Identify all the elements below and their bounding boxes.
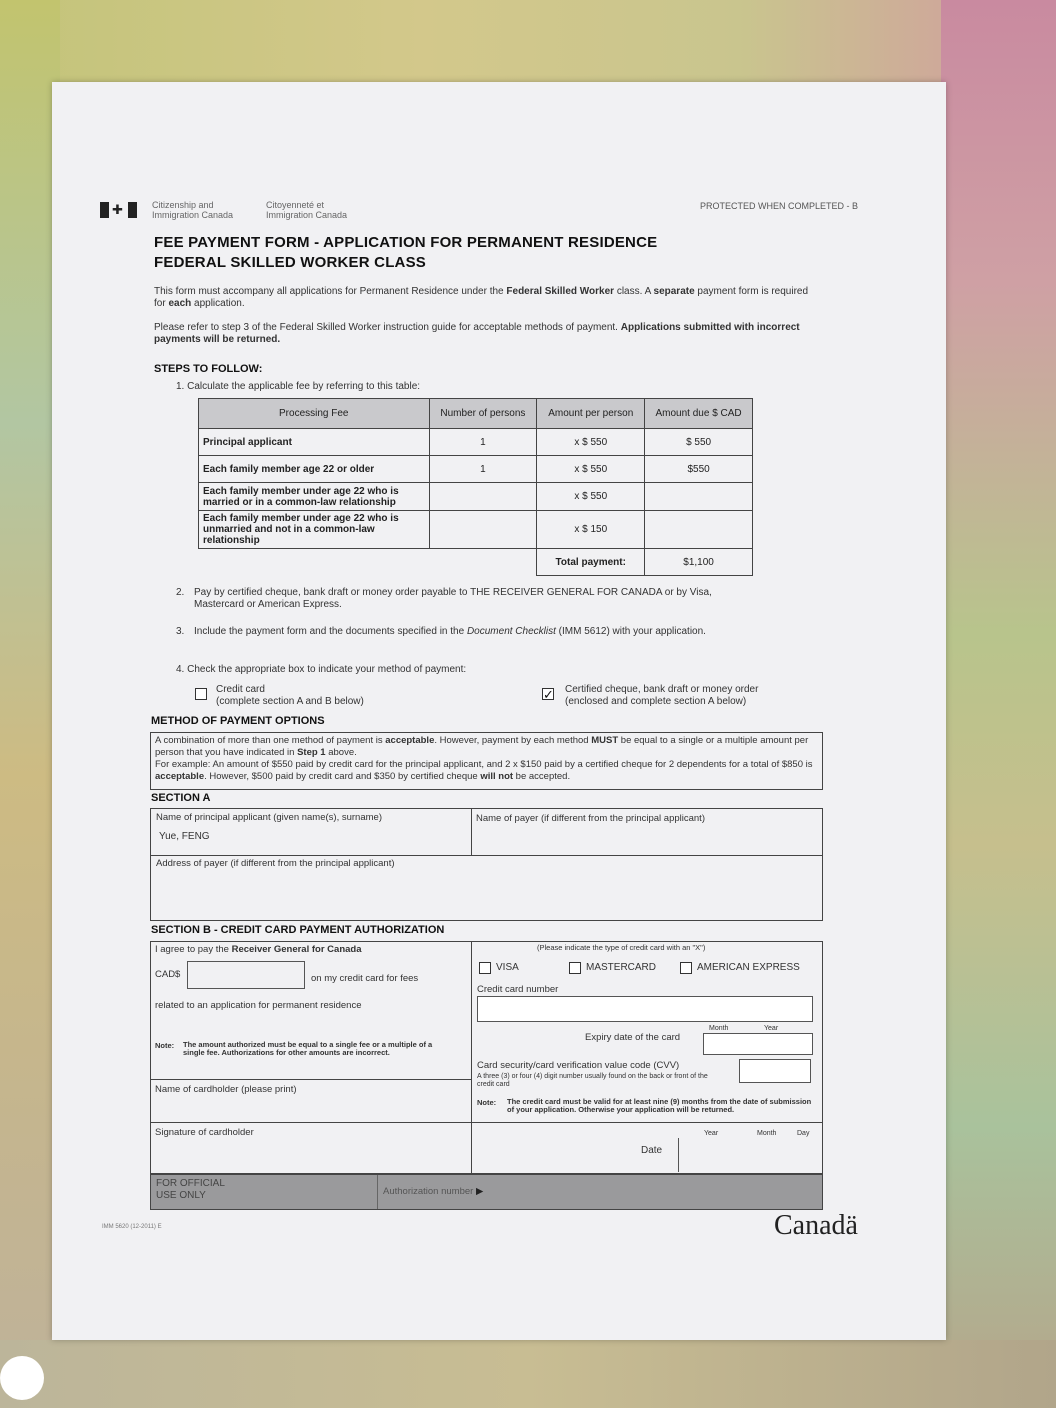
- intro-paragraph-2: Please refer to step 3 of the Federal Skilled Worker instruction guide for acceptable methods of payment. Applications submitted with incorrect payments will be returned.: [154, 322, 800, 345]
- map-background-bottom: [0, 1340, 1056, 1408]
- expiry-date-field[interactable]: [703, 1033, 813, 1055]
- section-b-box: I agree to pay the Receiver General for Canada CAD$ on my credit card for fees related to an application for permanent residence Note: The amount authorized must be equal to a single fee or a multiple of a single fee. Authorizations for other amounts are incorrect. Name of cardholder (please print) Signature of cardholder (Please indicate the type of credit card with an "X") VISA MASTERCARD AMERICAN EXPRESS Credit card number Expiry date of the card Month Year Card security/card verification value code (CVV) A three (3) or four (4) digit number usually found on the back or front of the credit card Note: The credit card must be valid for at least nine (9) months from the date of submission of your application. Otherwise your application will be returned. Date Year Month Day: [150, 941, 823, 1174]
- fee-payment-form-page: ✚ Citizenship and Immigration Canada Citoyenneté et Immigration Canada PROTECTED WHEN COMPLETED - B FEE PAYMENT FORM - APPLICATION FOR PERMANENT RESIDENCE FEDERAL SKILLED WORKER CLASS This form must accompany all applications for Permanent Residence under the Federal Skilled Worker class. A separate payment form is required for each application. Please refer to step 3 of the Federal Skilled Worker instruction guide for acceptable methods of payment. Applications submitted with incorrect payments will be returned. STEPS TO FOLLOW: 1. Calculate the applicable fee by referring to this table: Processing Fee Number of persons Amount per person Amount due $ CAD Principal applicant 1 x $ 550 $ 550 Each family member age 22 or older 1 x $ 550 $550 Each family member under age 22 who is married or in a common-law relationship x $ 550 Each family member under age 22 who is unmarried and not in a common-law relationship x $ 150 Total payment: $1,100 2. Pay by certified cheque, bank draft or money order payable to THE RECEIVER GENERAL FOR CANADA or by Visa, Mastercard or American Express. 3. Include the payment form and the documents specified in the Document Checklist (IMM 5612) with your application. 4. Check the appropriate box to indicate your method of payment: Credit card (complete section A and B below) ✓ Certified cheque, bank draft or money order (enclosed and complete section A below) METHOD OF PAYMENT OPTIONS A combination of more than one method of payment is acceptable. However, payment by each method MUST be equal to a single or a multiple amount per person that you have indicated in Step 1 above. For example: An amount of $550 paid by credit card for the principal applicant, and 2 x $150 paid by a certified cheque for 2 dependents for a total of $850 is acceptable. However, $500 paid by credit card and $350 by certified cheque will not be accepted. SECTION A Name of principal applicant (given name(s), surname) Yue, FENG Name of payer (if different from the principal applicant) Address of payer (if different from the principal applicant) SECTION B - CREDIT CARD PAYMENT AUTHORIZATION I agree to pay the Receiver General for Canada CAD$ on my credit card for fees related to an application for permanent residence Note: The amount authorized must be equal to a single fee or a multiple of a single fee. Authorizations for other amounts are incorrect. Name of cardholder (please print) Signature of cardholder (Please indicate the type of credit card with an "X") VISA MASTERCARD AMERICAN EXPRESS Credit card number Expiry date of the card Month Year Card security/card verification value code (CVV) A three (3) or four (4) digit number usually found on the back or front of the credit card Note: The credit card must be valid for at least nine (9) months from the date of submission of your application. Otherwise your application will be returned. Date Year Month Day FOR OFFICIAL USE ONLY Authorization number ▶ IMM 5620 (12-2011) E Canadä: [52, 82, 946, 1340]
- form-code: IMM 5620 (12-2011) E: [102, 1224, 162, 1230]
- total-row: [199, 549, 753, 576]
- col-number-of-persons: Number of persons: [429, 399, 537, 429]
- method-heading: METHOD OF PAYMENT OPTIONS: [151, 715, 325, 727]
- principal-name-field[interactable]: Yue, FENG: [159, 831, 210, 842]
- table-row: Each family member age 22 or older 1 x $ 550 $550: [199, 456, 753, 483]
- cvv-field[interactable]: [739, 1059, 811, 1083]
- payer-address-field[interactable]: [155, 871, 819, 919]
- table-row: Principal applicant 1 x $ 550 $ 550: [199, 429, 753, 456]
- amount-note: The amount authorized must be equal to a single fee or a multiple of a single fee. Authorizations for other amounts are incorrect.: [183, 1040, 433, 1057]
- validity-note: The credit card must be valid for at least nine (9) months from the date of submission of your application. Otherwise your application will be returned.: [507, 1097, 812, 1114]
- step-2: Pay by certified cheque, bank draft or money order payable to THE RECEIVER GENERAL FOR CANADA or by Visa, Mastercard or American Express.: [194, 587, 712, 610]
- cardholder-field[interactable]: [155, 1096, 467, 1118]
- agency-name-en: Citizenship and Immigration Canada: [152, 200, 234, 220]
- authorization-label: Authorization number ▶: [383, 1186, 484, 1197]
- date-label: Date: [641, 1145, 663, 1156]
- card-number-label: Credit card number: [477, 984, 559, 995]
- section-b-heading: SECTION B - CREDIT CARD PAYMENT AUTHORIZATION: [151, 924, 445, 936]
- card-number-field[interactable]: [477, 996, 813, 1022]
- payer-name-label: Name of payer (if different from the principal applicant): [476, 813, 705, 824]
- canada-wordmark: Canadä: [774, 1210, 858, 1241]
- total-value[interactable]: $1,100: [645, 549, 753, 576]
- method-options-box: A combination of more than one method of payment is acceptable. However, payment by each method MUST be equal to a single or a multiple amount per person that you have indicated in Step 1 above. For example: An amount of $550 paid by credit card for the principal applicant, and 2 x $150 paid by a certified cheque for 2 dependents for a total of $850 is acceptable. However, $500 paid by credit card and $350 by certified cheque will not be accepted.: [150, 732, 823, 790]
- step-3: Include the payment form and the documents specified in the Document Checklist (IMM 5612) with your application.: [194, 626, 706, 637]
- col-amount-due: Amount due $ CAD: [645, 399, 753, 429]
- white-sticker: [0, 1356, 44, 1400]
- step-1: 1. Calculate the applicable fee by referring to this table:: [176, 381, 421, 392]
- form-title-line2: FEDERAL SKILLED WORKER CLASS: [154, 254, 426, 271]
- agency-name-fr: Citoyenneté et Immigration Canada: [266, 200, 348, 220]
- col-amount-per-person: Amount per person: [537, 399, 645, 429]
- map-background-right: [941, 0, 1056, 1408]
- table-row: Each family member under age 22 who is unmarried and not in a common-law relationship x $ 150: [199, 511, 753, 549]
- section-a-box: [150, 808, 823, 921]
- form-title-line1: FEE PAYMENT FORM - APPLICATION FOR PERMANENT RESIDENCE: [154, 234, 658, 251]
- canada-flag-icon: ✚: [100, 202, 140, 218]
- certified-cheque-checkbox[interactable]: ✓: [543, 687, 554, 702]
- table-row: Each family member under age 22 who is married or in a common-law relationship x $ 550: [199, 483, 753, 511]
- official-use-label: FOR OFFICIAL USE ONLY: [156, 1178, 225, 1201]
- cvv-note: A three (3) or four (4) digit number usually found on the back or front of the credit card: [477, 1073, 708, 1088]
- payer-address-label: Address of payer (if different from the principal applicant): [156, 858, 395, 869]
- intro-paragraph-1: This form must accompany all applications for Permanent Residence under the Federal Skilled Worker class. A separate payment form is required for each application.: [154, 286, 809, 309]
- total-label: Total payment:: [537, 549, 645, 576]
- expiry-label: Expiry date of the card: [585, 1032, 681, 1043]
- signature-field[interactable]: [155, 1140, 467, 1172]
- protected-label: PROTECTED WHEN COMPLETED - B: [700, 201, 859, 211]
- fee-table: [198, 398, 753, 576]
- signature-label: Signature of cardholder: [155, 1127, 254, 1138]
- cardholder-label: Name of cardholder (please print): [155, 1084, 297, 1095]
- cvv-label: Card security/card verification value code (CVV): [477, 1060, 680, 1071]
- col-processing-fee: Processing Fee: [199, 399, 430, 429]
- credit-card-option: Credit card (complete section A and B below): [216, 684, 364, 707]
- agree-text: I agree to pay the Receiver General for Canada: [155, 944, 362, 955]
- mastercard-checkbox[interactable]: [569, 962, 581, 974]
- principal-name-label: Name of principal applicant (given name(s), surname): [156, 812, 382, 823]
- certified-cheque-option: Certified cheque, bank draft or money order (enclosed and complete section A below): [565, 684, 759, 707]
- amex-checkbox[interactable]: [680, 962, 692, 974]
- step-4: 4. Check the appropriate box to indicate your method of payment:: [176, 664, 467, 675]
- fee-table-header: [199, 399, 753, 429]
- map-background-top: [0, 0, 1056, 90]
- official-use-bar: [150, 1174, 823, 1210]
- card-type-hint: (Please indicate the type of credit card with an "X"): [537, 943, 706, 952]
- visa-checkbox[interactable]: [479, 962, 491, 974]
- map-background-left: [0, 0, 60, 1408]
- section-a-heading: SECTION A: [151, 792, 211, 804]
- date-field[interactable]: [678, 1138, 820, 1172]
- cad-amount-field[interactable]: [187, 961, 305, 989]
- credit-card-checkbox[interactable]: [195, 688, 207, 700]
- payer-name-field[interactable]: [473, 825, 818, 853]
- steps-heading: STEPS TO FOLLOW:: [154, 363, 263, 375]
